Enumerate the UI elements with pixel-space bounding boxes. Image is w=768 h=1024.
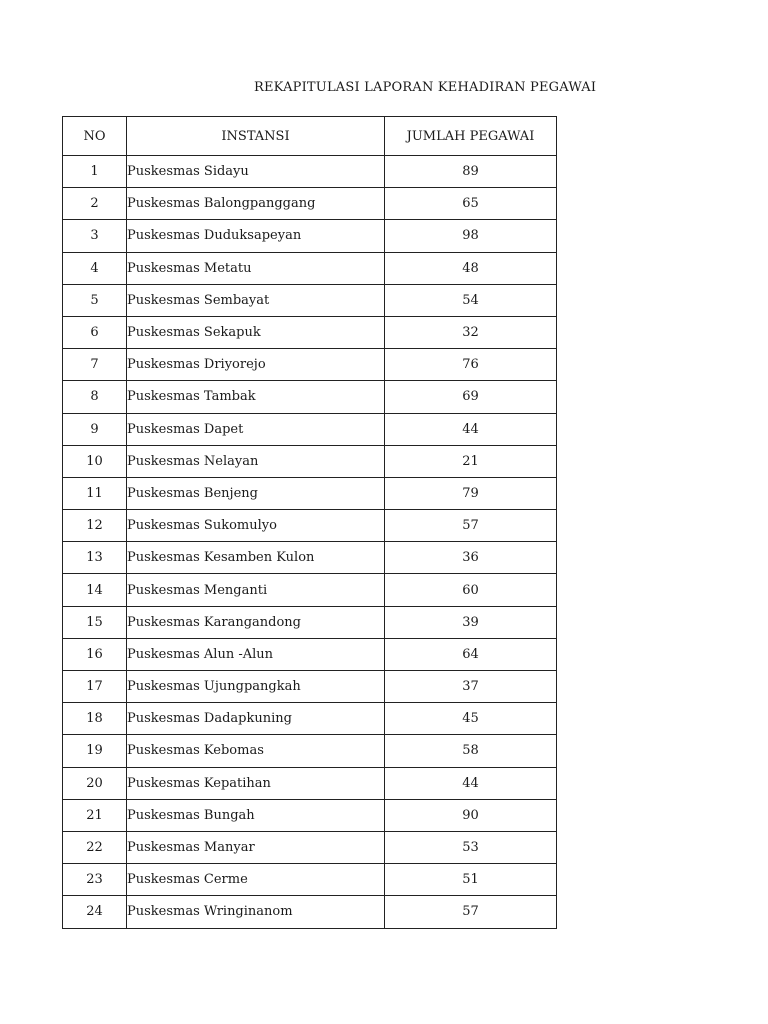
table-row: [63, 799, 557, 831]
cell-instansi: Puskesmas Manyar: [127, 831, 385, 863]
cell-instansi: Puskesmas Nelayan: [127, 445, 385, 477]
cell-no: 1: [63, 156, 127, 188]
cell-no: 4: [63, 252, 127, 284]
cell-jumlah-pegawai: 79: [385, 477, 557, 509]
cell-jumlah-pegawai: 37: [385, 671, 557, 703]
cell-jumlah-pegawai: 89: [385, 156, 557, 188]
header-instansi: INSTANSI: [127, 117, 385, 156]
cell-instansi: Puskesmas Sembayat: [127, 284, 385, 316]
cell-no: 20: [63, 767, 127, 799]
cell-jumlah-pegawai: 65: [385, 188, 557, 220]
cell-jumlah-pegawai: 48: [385, 252, 557, 284]
table-row: [63, 896, 557, 928]
table-row: [63, 671, 557, 703]
cell-no: 16: [63, 638, 127, 670]
cell-jumlah-pegawai: 60: [385, 574, 557, 606]
cell-no: 22: [63, 831, 127, 863]
cell-jumlah-pegawai: 53: [385, 831, 557, 863]
cell-no: 10: [63, 445, 127, 477]
cell-no: 2: [63, 188, 127, 220]
document-title: REKAPITULASI LAPORAN KEHADIRAN PEGAWAI: [254, 80, 597, 95]
cell-instansi: Puskesmas Duduksapeyan: [127, 220, 385, 252]
cell-jumlah-pegawai: 90: [385, 799, 557, 831]
cell-no: 9: [63, 413, 127, 445]
cell-no: 12: [63, 510, 127, 542]
cell-jumlah-pegawai: 69: [385, 381, 557, 413]
cell-instansi: Puskesmas Sukomulyo: [127, 510, 385, 542]
table-row: [63, 349, 557, 381]
table-body: [63, 156, 557, 929]
table-row: [63, 574, 557, 606]
cell-instansi: Puskesmas Kepatihan: [127, 767, 385, 799]
table-row: [63, 156, 557, 188]
cell-no: 13: [63, 542, 127, 574]
table-row: [63, 284, 557, 316]
cell-instansi: Puskesmas Alun -Alun: [127, 638, 385, 670]
cell-instansi: Puskesmas Balongpanggang: [127, 188, 385, 220]
cell-instansi: Puskesmas Metatu: [127, 252, 385, 284]
cell-instansi: Puskesmas Kebomas: [127, 735, 385, 767]
cell-no: 7: [63, 349, 127, 381]
cell-no: 17: [63, 671, 127, 703]
cell-instansi: Puskesmas Tambak: [127, 381, 385, 413]
table-row: [63, 188, 557, 220]
cell-no: 23: [63, 864, 127, 896]
table-row: [63, 413, 557, 445]
cell-instansi: Puskesmas Menganti: [127, 574, 385, 606]
cell-jumlah-pegawai: 36: [385, 542, 557, 574]
table-row: [63, 445, 557, 477]
cell-instansi: Puskesmas Karangandong: [127, 606, 385, 638]
header-jumlah-pegawai: JUMLAH PEGAWAI: [385, 117, 557, 156]
table-row: [63, 767, 557, 799]
cell-jumlah-pegawai: 57: [385, 510, 557, 542]
cell-jumlah-pegawai: 44: [385, 413, 557, 445]
table-row: [63, 220, 557, 252]
table-row: [63, 831, 557, 863]
table-row: [63, 252, 557, 284]
cell-no: 21: [63, 799, 127, 831]
cell-instansi: Puskesmas Ujungpangkah: [127, 671, 385, 703]
cell-no: 24: [63, 896, 127, 928]
cell-no: 18: [63, 703, 127, 735]
cell-no: 19: [63, 735, 127, 767]
cell-instansi: Puskesmas Sekapuk: [127, 316, 385, 348]
cell-no: 14: [63, 574, 127, 606]
cell-no: 11: [63, 477, 127, 509]
cell-jumlah-pegawai: 98: [385, 220, 557, 252]
recap-table: [62, 116, 557, 929]
table-row: [63, 510, 557, 542]
table-row: [63, 477, 557, 509]
table-row: [63, 316, 557, 348]
cell-instansi: Puskesmas Sidayu: [127, 156, 385, 188]
cell-jumlah-pegawai: 51: [385, 864, 557, 896]
title-area: [62, 77, 597, 101]
table-row: [63, 606, 557, 638]
cell-jumlah-pegawai: 44: [385, 767, 557, 799]
table-row: [63, 735, 557, 767]
cell-jumlah-pegawai: 76: [385, 349, 557, 381]
cell-no: 6: [63, 316, 127, 348]
cell-jumlah-pegawai: 39: [385, 606, 557, 638]
cell-jumlah-pegawai: 32: [385, 316, 557, 348]
cell-instansi: Puskesmas Driyorejo: [127, 349, 385, 381]
table-row: [63, 703, 557, 735]
cell-jumlah-pegawai: 58: [385, 735, 557, 767]
table-row: [63, 542, 557, 574]
cell-instansi: Puskesmas Bungah: [127, 799, 385, 831]
cell-instansi: Puskesmas Wringinanom: [127, 896, 385, 928]
cell-jumlah-pegawai: 57: [385, 896, 557, 928]
cell-jumlah-pegawai: 21: [385, 445, 557, 477]
table-row: [63, 864, 557, 896]
cell-jumlah-pegawai: 45: [385, 703, 557, 735]
header-no: NO: [63, 117, 127, 156]
table-row: [63, 638, 557, 670]
cell-jumlah-pegawai: 64: [385, 638, 557, 670]
cell-instansi: Puskesmas Cerme: [127, 864, 385, 896]
cell-instansi: Puskesmas Dapet: [127, 413, 385, 445]
cell-instansi: Puskesmas Kesamben Kulon: [127, 542, 385, 574]
cell-instansi: Puskesmas Benjeng: [127, 477, 385, 509]
cell-no: 15: [63, 606, 127, 638]
table-header-row: [63, 117, 557, 156]
cell-no: 5: [63, 284, 127, 316]
cell-no: 8: [63, 381, 127, 413]
cell-instansi: Puskesmas Dadapkuning: [127, 703, 385, 735]
table-row: [63, 381, 557, 413]
cell-jumlah-pegawai: 54: [385, 284, 557, 316]
cell-no: 3: [63, 220, 127, 252]
